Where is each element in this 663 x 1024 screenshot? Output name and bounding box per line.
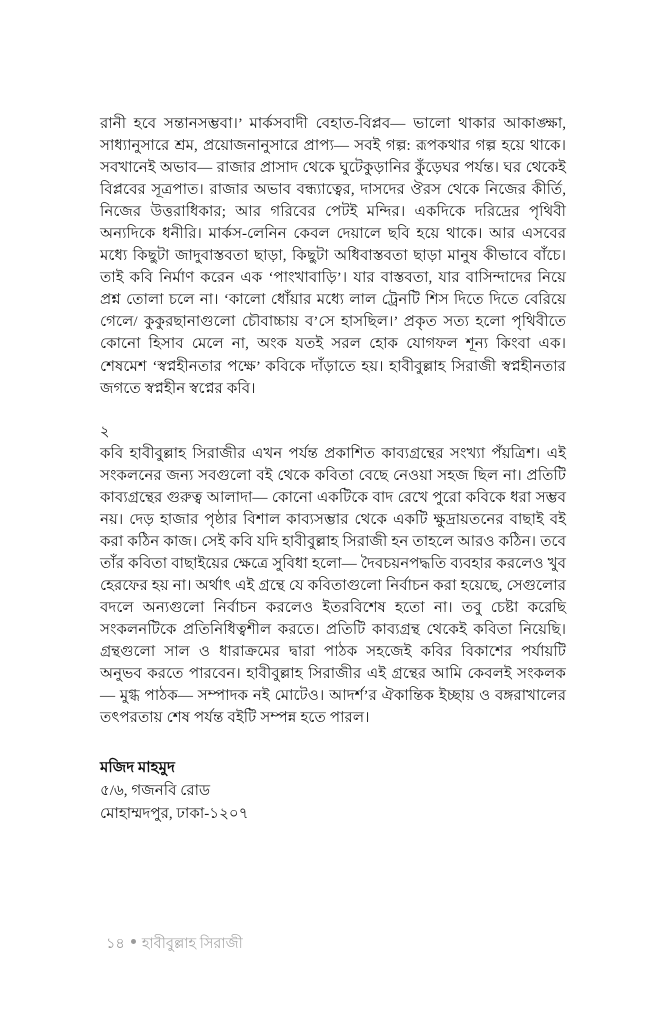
page-footer <box>106 934 243 954</box>
signature-block <box>100 757 566 826</box>
body-paragraph-1: রানী হবে সন্তানসম্ভবা।’ মার্কসবাদী বেহাত-বিপ্লব— ভালো থাকার আকাঙ্ক্ষা, সাধ্যানুসারে শ্রম, প্রয়োজনানুসারে প্রাপ্য— সবই গল্প: রূপকথার গল্প হয়ে থাকে। সবখানেই অভাব— রাজার প্রাসাদ থেকে ঘুটেকুড়ানির কুঁড়েঘর পর্যন্ত। ঘর থেকেই বিপ্লবের সূত্রপাত। রাজার অভাব বন্ধ্যাত্বের, দাসদের ঔরস থেকে নিজের কীর্তি, নিজের উত্তরাধিকার; আর গরিবের পেটই মন্দির। একদিকে দরিদ্রের পৃথিবী অন্যদিকে ধনীরি। মার্কস-লেনিন কেবল দেয়ালে ছবি হয়ে থাকে। আর এসবের মধ্যে কিছুটা জাদুবাস্তবতা ছাড়া, কিছুটা অধিবাস্তবতা ছাড়া মানুষ কীভাবে বাঁচে। তাই কবি নির্মাণ করেন এক ‘পাংখাবাড়ি’। যার বাস্তবতা, যার বাসিন্দাদের নিয়ে প্রশ্ন তোলা চলে না। ‘কালো ধোঁয়ার মধ্যে লাল ট্রেনটি শিস দিতে দিতে বেরিয়ে গেলে/ কুকুরছানাগুলো চৌবাচ্চায় ব’সে হাসছিল।’ প্রকৃত সত্য হলো পৃথিবীতে কোনো হিসাব মেলে না, অংক যতই সরল হোক যোগফল শূন্য কিংবা এক। শেষমেশ ‘স্বপ্নহীনতার পক্ষে’ কবিকে দাঁড়াতে হয়। হাবীবুল্লাহ সিরাজী স্বপ্নহীনতার জগতে স্বপ্নহীন স্বপ্নের কবি। <box>100 116 566 397</box>
footer-page-number: ১৪ <box>106 936 125 952</box>
signature-address-line-2: মোহাম্মদপুর, ঢাকা-১২০৭ <box>100 806 249 823</box>
body-paragraph-2: কবি হাবীবুল্লাহ সিরাজীর এখন পর্যন্ত প্রকাশিত কাব্যগ্রন্থের সংখ্যা পঁয়ত্রিশ। এই সংকলনের জন্য সবগুলো বই থেকে কবিতা বেছে নেওয়া সহজ ছিল না। প্রতিটি কাব্যগ্রন্থের গুরুত্ব আলাদা— কোনো একটিকে বাদ রেখে পুরো কবিকে ধরা সম্ভব নয়। দেড় হাজার পৃষ্ঠার বিশাল কাব্যসম্ভার থেকে একটি ক্ষুদ্রায়তনের বাছাই বই করা কঠিন কাজ। সেই কবি যদি হাবীবুল্লাহ সিরাজী হন তাহলে আরও কঠিন। তবে তাঁর কবিতা বাছাইয়ের ক্ষেত্রে সুবিধা হলো— দৈবচয়নপদ্ধতি ব্যবহার করলেও খুব হেরফের হয় না। অর্থাৎ এই গ্রন্থে যে কবিতাগুলো নির্বাচন করা হয়েছে, সেগুলোর বদলে অন্যগুলো নির্বাচন করলেও ইতরবিশেষ হতো না। তবু চেষ্টা করেছি সংকলনটিকে প্রতিনিধিত্বশীল করতে। প্রতিটি কাব্যগ্রন্থ থেকেই কবিতা নিয়েছি। গ্রন্থগুলো সাল ও ধারাক্রমের দ্বারা পাঠক সহজেই কবির বিকাশের পর্যায়টি অনুভব করতে পারবেন। হাবীবুল্লাহ সিরাজীর এই গ্রন্থের আমি কেবলই সংকলক— মুগ্ধ পাঠক— সম্পাদক নই মোটেও। আদর্শ’র ঐকান্তিক ইচ্ছায় ও বঙ্গরাখালের তৎপরতায় শেষ পর্যন্ত বইটি সম্পন্ন হতে পারল। <box>100 445 566 727</box>
page-text-column <box>100 113 566 826</box>
section-spacer <box>100 400 566 422</box>
signature-address-line-1: ৫/৬, গজনবি রোড <box>100 783 211 800</box>
section-number: ২ <box>100 423 110 440</box>
bullet-dot-icon <box>131 939 136 944</box>
signature-author-name: মজিদ মাহমুদ <box>100 760 175 777</box>
footer-book-title: হাবীবুল্লাহ সিরাজী <box>141 936 243 952</box>
